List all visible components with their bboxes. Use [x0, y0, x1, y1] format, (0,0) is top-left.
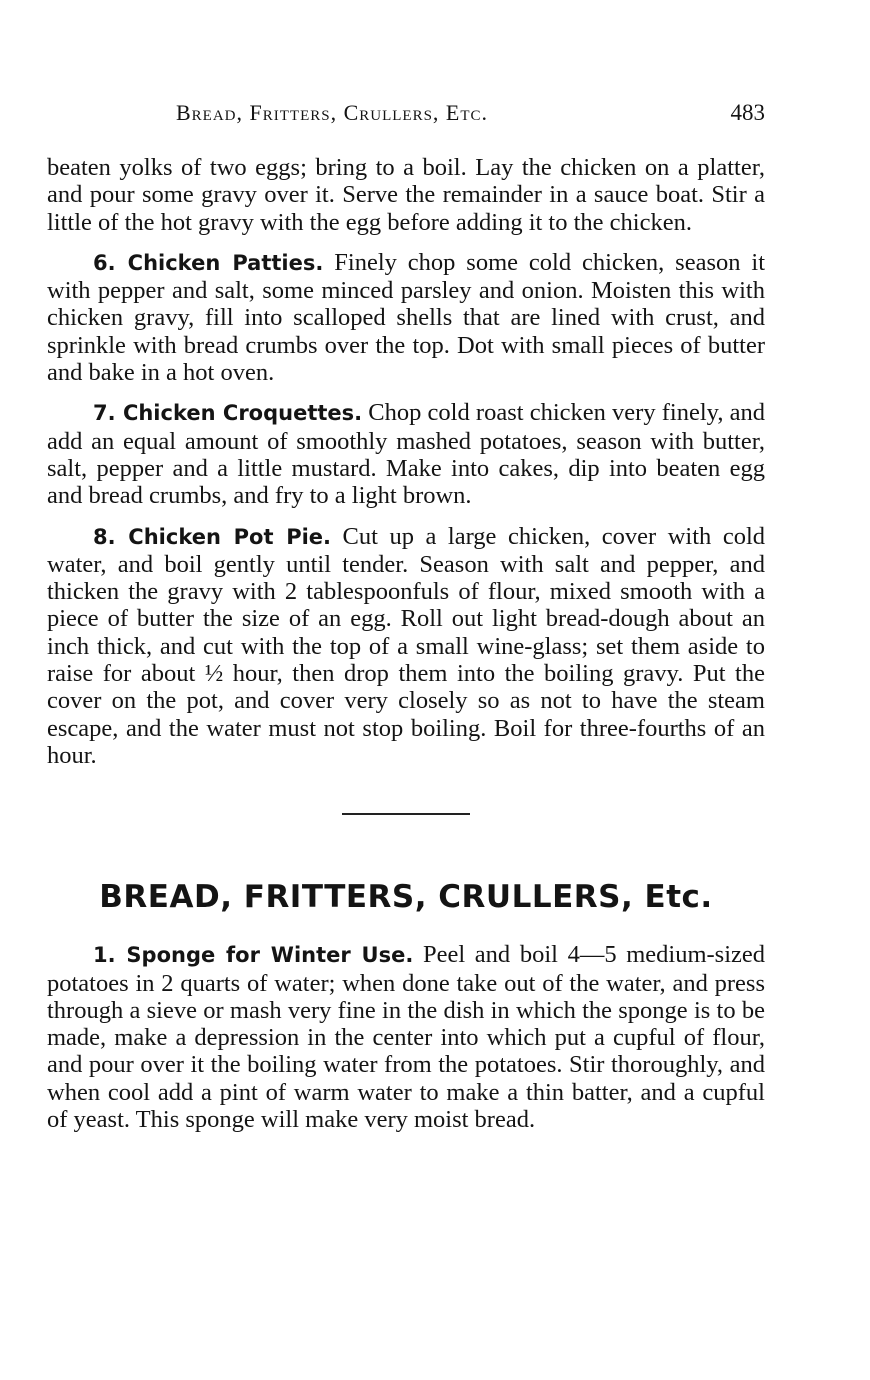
recipe-title: 7. Chicken Croquettes. — [93, 401, 363, 426]
recipe-text: Finely chop some cold chicken, season it with pepper and salt, some minced parsley and onion. Moisten this with chicken gravy, fill into scalloped shells that are lined with crust, and sprinkle with bread crumbs over the top. Dot with small pieces of butter and bake in a hot oven. — [47, 248, 766, 387]
recipe-title: 1. Sponge for Winter Use. — [93, 943, 414, 968]
running-title: Bread, Fritters, Crullers, Etc. — [176, 100, 489, 125]
recipe-title: 8. Chicken Pot Pie. — [93, 524, 332, 549]
recipe-chicken-pot-pie — [47, 523, 765, 770]
recipe-sponge-for-winter-use — [47, 941, 765, 1133]
recipe-chicken-patties — [47, 249, 765, 386]
recipe-text: Peel and boil 4—5 medium-sized potatoes in 2 quarts of water; when done take out of the water, and press through a sieve or mash very fine in the dish in which the sponge is to be made, make a depression in the center into which put a cupful of flour, and pour over it the boiling water from the potatoes. Stir thoroughly, and when cool add a pint of warm water to make a thin batter, and a cupful of yeast. This sponge will make very moist bread. — [47, 941, 765, 1134]
paragraph-text: beaten yolks of two eggs; bring to a boil. Lay the chicken on a platter, and pour some gravy over it. Serve the remainder in a sauce boat. Stir a little of the hot gravy with the egg before adding it to the chicken. — [47, 154, 765, 236]
continued-paragraph — [47, 154, 765, 236]
recipe-text: Chop cold roast chicken very finely, and add an equal amount of smoothly mashed potatoes, season with butter, salt, pepper and a little mustard. Make into cakes, dip into beaten egg and bread crumbs, and fry to a light brown. — [47, 399, 765, 510]
section-divider — [342, 813, 470, 815]
recipe-title: 6. Chicken Patties. — [93, 250, 324, 275]
running-header — [47, 96, 765, 134]
section-heading: BREAD, FRITTERS, CRULLERS, Etc. — [99, 879, 713, 916]
recipe-chicken-croquettes — [47, 399, 765, 509]
page-number: 483 — [730, 100, 765, 125]
recipe-text: Cut up a large chicken, cover with cold water, and boil gently until tender. Season with salt and pepper, and thicken the gravy with 2 tablespoonfuls of flour, mixed smooth with a piece of butter the size of an egg. Roll out light bread-dough about an inch thick, and cut with the top of a small wine-glass; set them aside to raise for about ½ hour, then drop them into the boiling gravy. Put the cover on the pot, and cover very closely so as not to have the steam escape, and the water must not stop boiling. Boil for three-fourths of an hour. — [47, 522, 765, 769]
book-page — [47, 96, 765, 1133]
